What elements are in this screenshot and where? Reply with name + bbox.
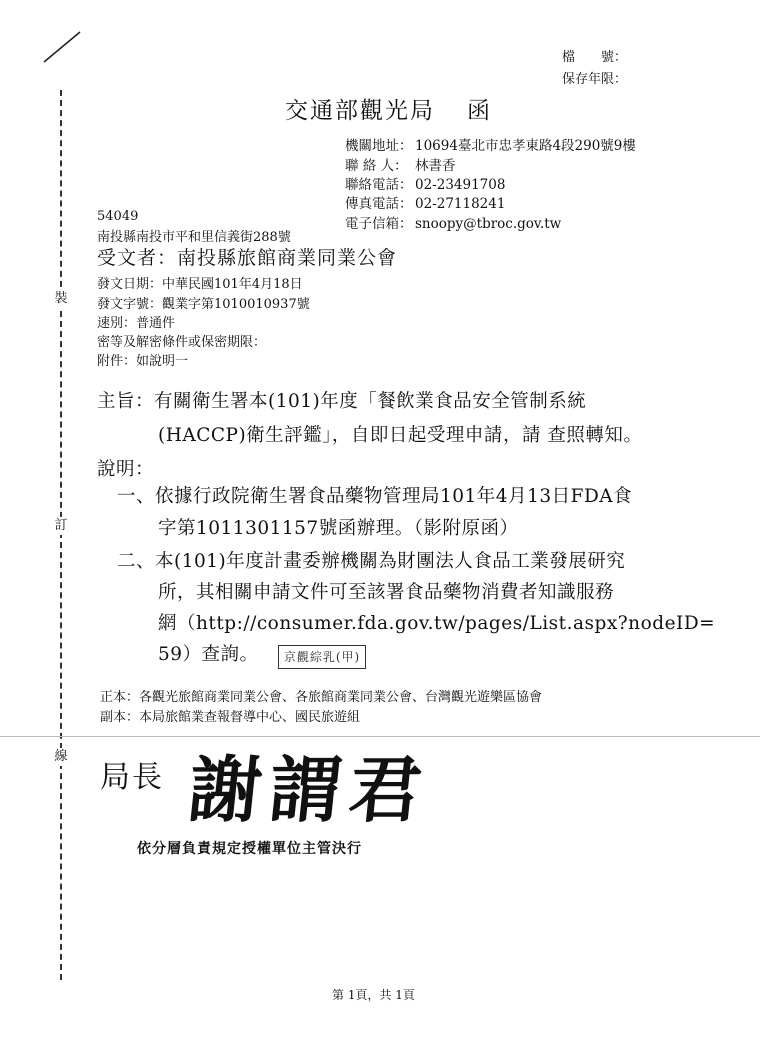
binding-line [60, 90, 62, 980]
doc-type: 函 [467, 98, 492, 124]
explanation-item-1-line-2: 字第1011301157號函辦理。（影附原函） [158, 518, 519, 539]
file-number-label: 檔 號： [562, 50, 628, 65]
sender-info-label: 聯絡電話： [345, 177, 413, 193]
sender-info-label: 機關地址： [345, 138, 413, 154]
receipt-stamp: 京觀綜乳(甲) [278, 645, 366, 669]
subject-line-2: (HACCP)衛生評鑑」，自即日起受理申請，請 查照轉知。 [158, 425, 643, 446]
sender-info-value: 林書香 [415, 158, 456, 174]
meta-label: 發文字號： [97, 297, 163, 312]
signature-name: 謝謂君 [184, 747, 434, 832]
meta-value: 普通件 [136, 316, 176, 331]
binding-char-zhuang: 裝 [52, 290, 70, 308]
meta-row [97, 293, 310, 312]
retention-label: 保存年限： [562, 72, 628, 87]
meta-label: 密等及解密條件或保密期限： [97, 335, 267, 350]
sender-info-value: snoopy@tbroc.gov.tw [415, 216, 562, 232]
document-title [285, 92, 492, 125]
sender-info-label: 電子信箱： [345, 216, 413, 232]
meta-value: 如說明一 [136, 354, 189, 369]
sender-info-value: 10694臺北市忠孝東路4段290號9樓 [415, 138, 636, 154]
explanation-item-2-line-4: 59）查詢。 [158, 644, 259, 665]
pen-slash-mark [42, 30, 82, 64]
explanation-item-2-line-2: 所，其相關申請文件可至該署食品藥物消費者知識服務 [158, 582, 615, 603]
meta-row [97, 312, 175, 331]
sender-info-label: 聯 絡 人： [345, 158, 408, 174]
explanation-item-2-line-3: 網（http://consumer.fda.gov.tw/pages/List.aspx?nodeID= [158, 613, 716, 634]
binding-char-xian: 線 [52, 748, 70, 766]
sender-info-row [345, 212, 561, 232]
sender-info-label: 傳真電話： [345, 196, 413, 212]
sender-info-row [345, 192, 505, 212]
meta-row [97, 273, 303, 292]
meta-value: 觀業字第1010010937號 [162, 297, 310, 312]
meta-label: 速別： [97, 316, 137, 331]
explanation-item-1-line-1: 一、依據行政院衛生署食品藥物管理局101年4月13日FDA食 [117, 486, 633, 507]
copy-recipients: 副本：本局旅館業查報督導中心、國民旅遊組 [100, 710, 361, 725]
page-number: 第 1頁，共 1頁 [332, 988, 415, 1002]
postal-code: 54049 [97, 209, 139, 224]
sender-info-value: 02-27118241 [415, 196, 506, 212]
sender-info-row [345, 173, 505, 193]
recipient-address: 南投縣南投市平和里信義街288號 [97, 230, 291, 245]
sender-info-row [345, 154, 456, 174]
binding-char-ding: 訂 [52, 517, 70, 535]
meta-row [97, 331, 266, 350]
agency-name: 交通部觀光局 [285, 98, 435, 124]
subject-line-1: 主旨：有關衛生署本(101)年度「餐飲業食品安全管制系統 [97, 391, 587, 412]
sender-info-row [345, 134, 636, 154]
explanation-item-2-line-1: 二、本(101)年度計畫委辦機關為財團法人食品工業發展研究 [117, 551, 626, 572]
sender-info-value: 02-23491708 [415, 177, 506, 193]
main-recipients: 正本：各觀光旅館商業同業公會、各旅館商業同業公會、台灣觀光遊樂區協會 [100, 690, 543, 705]
signature-title: 局長 [100, 760, 164, 795]
meta-label: 發文日期： [97, 277, 163, 292]
delegation-note: 依分層負責規定授權單位主管決行 [137, 841, 362, 857]
meta-label: 附件： [97, 354, 137, 369]
explanation-heading: 說明： [97, 459, 155, 480]
meta-row [97, 350, 188, 369]
meta-value: 中華民國101年4月18日 [162, 277, 303, 292]
recipient-name: 受文者：南投縣旅館商業同業公會 [97, 247, 398, 269]
